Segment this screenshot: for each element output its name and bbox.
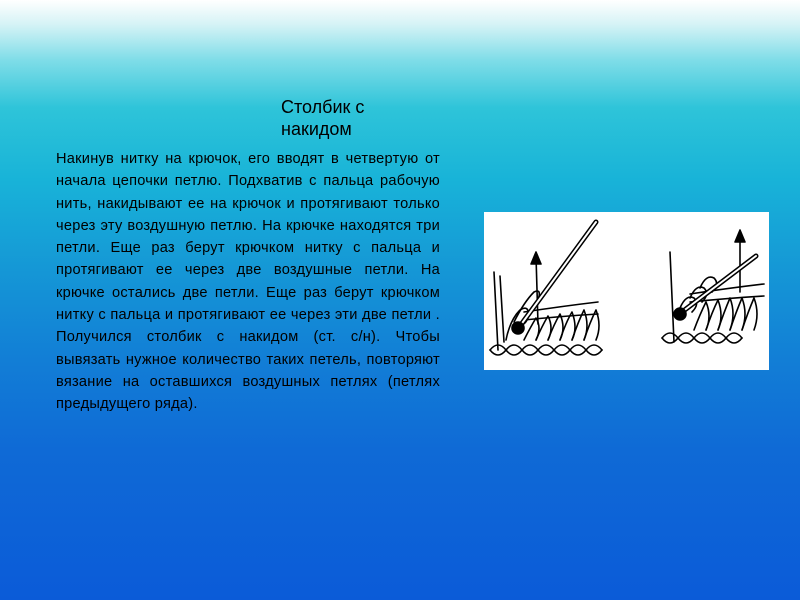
slide-title: Столбик с накидом xyxy=(281,97,365,139)
crochet-illustration xyxy=(484,212,769,370)
crochet-step-2-figure xyxy=(662,230,764,343)
instructions-text: Накинув нитку на крючок, его вводят в четвертую от начала цепочки петлю. Подхватив с пальца рабочую нить, накидывают ее на крючок и протягивают только через эту воздушную петлю. На крючке находятся три петли. Еще раз берут крючком нитку с пальца и протягивают ее через две воздушные петли. На крючке остались две петли. Еще раз берут крючком нитку с пальца и протягивают ее через эти две петли . Получился столбик с накидом (ст. с/н). Чтобы вывязать нужное количество таких петель, повторяют вязание на оставшихся воздушных петлях (петлях предыдущего ряда). xyxy=(56,151,440,413)
crochet-step-1-figure xyxy=(490,222,602,355)
